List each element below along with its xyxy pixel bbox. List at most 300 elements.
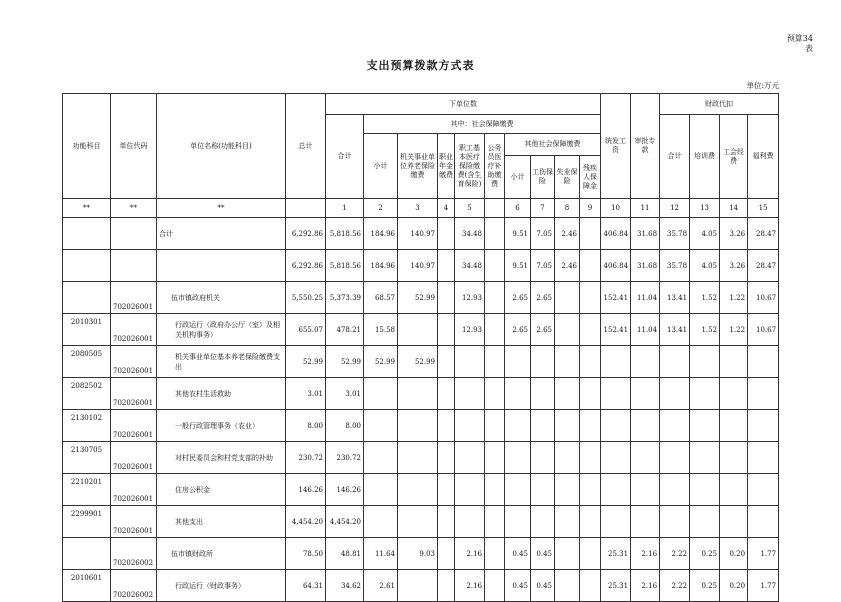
- amount-cell: 184.96: [364, 218, 398, 250]
- amount-cell: [438, 474, 455, 506]
- header-unit-name: 单位名称(功能科目): [157, 94, 286, 199]
- amount-cell: 146.26: [286, 474, 326, 506]
- func-subject-cell: 2080505: [63, 346, 111, 378]
- index-cell: 10: [601, 199, 631, 218]
- amount-cell: [580, 282, 601, 314]
- amount-cell: 34.48: [455, 250, 485, 282]
- amount-cell: [690, 442, 720, 474]
- amount-cell: 655.07: [286, 314, 326, 346]
- amount-cell: 406.84: [601, 218, 631, 250]
- index-cell: **: [63, 199, 111, 218]
- amount-cell: [601, 474, 631, 506]
- func-subject-cell: 2299901: [63, 506, 111, 538]
- header-medical: 职工基本医疗保险缴费(含生育保险): [455, 134, 485, 199]
- amount-cell: 1.22: [720, 282, 748, 314]
- func-subject-cell: 2130705: [63, 442, 111, 474]
- amount-cell: [485, 314, 505, 346]
- func-subject-cell: [63, 538, 111, 570]
- amount-cell: 2.46: [555, 218, 580, 250]
- amount-cell: [485, 474, 505, 506]
- unit-name-cell: 行政运行（财政事务）: [157, 570, 286, 602]
- amount-cell: [438, 378, 455, 410]
- amount-cell: [748, 378, 779, 410]
- amount-cell: 2.65: [505, 282, 531, 314]
- amount-cell: [720, 346, 748, 378]
- amount-cell: 4.05: [690, 218, 720, 250]
- func-subject-cell: 2010601: [63, 570, 111, 602]
- unit-name-cell: 合计: [157, 218, 286, 250]
- amount-cell: 4,454.20: [326, 506, 364, 538]
- amount-cell: 15.58: [364, 314, 398, 346]
- amount-cell: 9.03: [398, 538, 438, 570]
- amount-cell: [660, 506, 690, 538]
- amount-cell: 48.81: [326, 538, 364, 570]
- amount-cell: [364, 378, 398, 410]
- unit-code-cell: 702026002: [111, 538, 157, 570]
- amount-cell: 11.04: [631, 282, 660, 314]
- amount-cell: 25.31: [601, 570, 631, 602]
- amount-cell: 2.16: [631, 570, 660, 602]
- amount-cell: [555, 314, 580, 346]
- index-cell: 15: [748, 199, 779, 218]
- amount-cell: [505, 410, 531, 442]
- page-title: 支出预算拨款方式表: [366, 59, 475, 72]
- amount-cell: 2.16: [455, 570, 485, 602]
- amount-cell: [438, 346, 455, 378]
- amount-cell: [580, 346, 601, 378]
- amount-cell: [555, 410, 580, 442]
- table-number-tag: [773, 34, 813, 54]
- budget-table: [62, 93, 779, 602]
- amount-cell: 52.99: [364, 346, 398, 378]
- amount-cell: [485, 570, 505, 602]
- amount-cell: [531, 410, 555, 442]
- amount-cell: 13.41: [660, 314, 690, 346]
- amount-cell: 230.72: [286, 442, 326, 474]
- amount-cell: [720, 410, 748, 442]
- header-fiscal-total: 合计: [660, 115, 690, 199]
- amount-cell: [555, 282, 580, 314]
- index-cell: [286, 199, 326, 218]
- amount-cell: 3.26: [720, 218, 748, 250]
- amount-cell: [631, 378, 660, 410]
- func-subject-cell: 2130102: [63, 410, 111, 442]
- column-index-row: [63, 199, 779, 218]
- table-number-line2: 表: [805, 44, 813, 53]
- amount-cell: [438, 250, 455, 282]
- amount-cell: [398, 314, 438, 346]
- amount-cell: 68.57: [364, 282, 398, 314]
- amount-cell: [438, 442, 455, 474]
- amount-cell: [555, 346, 580, 378]
- amount-cell: 1.52: [690, 282, 720, 314]
- index-cell: **: [111, 199, 157, 218]
- amount-cell: [455, 378, 485, 410]
- amount-cell: 25.31: [601, 538, 631, 570]
- index-cell: 2: [364, 199, 398, 218]
- amount-cell: [720, 442, 748, 474]
- amount-cell: [438, 314, 455, 346]
- amount-cell: [601, 442, 631, 474]
- amount-cell: [505, 474, 531, 506]
- amount-cell: [690, 410, 720, 442]
- amount-cell: 5,550.25: [286, 282, 326, 314]
- table-row: [63, 250, 779, 282]
- amount-cell: 0.45: [505, 538, 531, 570]
- amount-cell: 1.52: [690, 314, 720, 346]
- func-subject-cell: 2010301: [63, 314, 111, 346]
- unit-name-cell: 对村民委员会和村党支部的补助: [157, 442, 286, 474]
- unit-code-cell: [111, 250, 157, 282]
- amount-cell: 11.64: [364, 538, 398, 570]
- header-lower-unit: 下单位数: [326, 94, 601, 115]
- amount-cell: [398, 474, 438, 506]
- table-row: [63, 218, 779, 250]
- amount-cell: [505, 442, 531, 474]
- amount-cell: [580, 218, 601, 250]
- unit-name-cell: 其他支出: [157, 506, 286, 538]
- amount-cell: 4,454.20: [286, 506, 326, 538]
- header-approval: 审批专款: [631, 94, 660, 199]
- amount-cell: 146.26: [326, 474, 364, 506]
- header-social-group: 其中：社会保障缴费: [364, 115, 601, 134]
- amount-cell: 5,818.56: [326, 250, 364, 282]
- header-unit-code: 单位代码: [111, 94, 157, 199]
- header-fiscal: 财政代扣: [660, 94, 779, 115]
- amount-cell: 34.62: [326, 570, 364, 602]
- amount-cell: [455, 346, 485, 378]
- unit-name-cell: 伍市镇政府机关: [157, 282, 286, 314]
- amount-cell: 3.01: [286, 378, 326, 410]
- amount-cell: 1.22: [720, 314, 748, 346]
- amount-cell: 152.41: [601, 314, 631, 346]
- unit-code-cell: 702026001: [111, 442, 157, 474]
- amount-cell: 1.77: [748, 570, 779, 602]
- amount-cell: [660, 442, 690, 474]
- unit-name-cell: 一般行政管理事务（农业）: [157, 410, 286, 442]
- amount-cell: [438, 282, 455, 314]
- amount-cell: [580, 314, 601, 346]
- amount-cell: 5,373.39: [326, 282, 364, 314]
- amount-cell: 9.51: [505, 250, 531, 282]
- amount-cell: 34.48: [455, 218, 485, 250]
- amount-cell: [690, 474, 720, 506]
- amount-cell: [580, 570, 601, 602]
- index-cell: 1: [326, 199, 364, 218]
- amount-cell: 2.61: [364, 570, 398, 602]
- amount-cell: [690, 378, 720, 410]
- amount-cell: 52.99: [326, 346, 364, 378]
- unit-label: 单位:万元: [746, 81, 779, 90]
- amount-cell: [631, 346, 660, 378]
- index-cell: 11: [631, 199, 660, 218]
- amount-cell: [660, 474, 690, 506]
- amount-cell: 152.41: [601, 282, 631, 314]
- amount-cell: [398, 410, 438, 442]
- func-subject-cell: [63, 282, 111, 314]
- amount-cell: [485, 442, 505, 474]
- amount-cell: [455, 474, 485, 506]
- amount-cell: 12.93: [455, 314, 485, 346]
- amount-cell: [485, 538, 505, 570]
- amount-cell: [398, 378, 438, 410]
- amount-cell: [555, 506, 580, 538]
- amount-cell: [631, 474, 660, 506]
- header-union: 工会经费: [720, 115, 748, 199]
- amount-cell: [364, 410, 398, 442]
- amount-cell: 11.04: [631, 314, 660, 346]
- amount-cell: [631, 410, 660, 442]
- amount-cell: [601, 378, 631, 410]
- amount-cell: [690, 346, 720, 378]
- amount-cell: 0.45: [531, 538, 555, 570]
- table-row: [63, 378, 779, 410]
- amount-cell: [531, 346, 555, 378]
- amount-cell: 64.31: [286, 570, 326, 602]
- amount-cell: [660, 378, 690, 410]
- header-wage: 统发工资: [601, 94, 631, 199]
- amount-cell: [505, 506, 531, 538]
- amount-cell: 28.47: [748, 250, 779, 282]
- amount-cell: 0.45: [505, 570, 531, 602]
- header-func-subject: 功能科目: [63, 94, 111, 199]
- amount-cell: 0.20: [720, 538, 748, 570]
- amount-cell: [601, 410, 631, 442]
- unit-code-cell: 702026001: [111, 410, 157, 442]
- index-cell: 14: [720, 199, 748, 218]
- amount-cell: [748, 346, 779, 378]
- index-cell: **: [157, 199, 286, 218]
- func-subject-cell: [63, 250, 111, 282]
- amount-cell: 3.01: [326, 378, 364, 410]
- amount-cell: [485, 506, 505, 538]
- amount-cell: [485, 250, 505, 282]
- amount-cell: [660, 346, 690, 378]
- amount-cell: [690, 506, 720, 538]
- amount-cell: [438, 570, 455, 602]
- amount-cell: 0.20: [720, 570, 748, 602]
- table-row: [63, 474, 779, 506]
- amount-cell: [438, 218, 455, 250]
- amount-cell: 406.84: [601, 250, 631, 282]
- header-civil-medical: 公务员医疗补助缴费: [485, 134, 505, 199]
- header-pension: 机关事业单位养老保险缴费: [398, 134, 438, 199]
- amount-cell: [398, 506, 438, 538]
- amount-cell: 10.67: [748, 282, 779, 314]
- header-subtotal-group: 合计: [326, 115, 364, 199]
- amount-cell: [364, 442, 398, 474]
- amount-cell: [580, 442, 601, 474]
- amount-cell: [748, 442, 779, 474]
- amount-cell: 13.41: [660, 282, 690, 314]
- amount-cell: [660, 410, 690, 442]
- amount-cell: 7.05: [531, 218, 555, 250]
- unit-name-cell: 其他农村生活救助: [157, 378, 286, 410]
- table-row: [63, 538, 779, 570]
- amount-cell: 2.65: [531, 282, 555, 314]
- amount-cell: [505, 378, 531, 410]
- amount-cell: 6,292.86: [286, 250, 326, 282]
- unit-code-cell: 702026001: [111, 506, 157, 538]
- amount-cell: 184.96: [364, 250, 398, 282]
- header-total: 总计: [286, 94, 326, 199]
- amount-cell: [580, 474, 601, 506]
- func-subject-cell: 2082502: [63, 378, 111, 410]
- index-cell: 13: [690, 199, 720, 218]
- amount-cell: [580, 250, 601, 282]
- amount-cell: [505, 346, 531, 378]
- amount-cell: [580, 410, 601, 442]
- amount-cell: [398, 442, 438, 474]
- amount-cell: [531, 378, 555, 410]
- amount-cell: [580, 506, 601, 538]
- header-disabled: 残疾人保障金: [580, 156, 601, 199]
- amount-cell: [438, 506, 455, 538]
- amount-cell: [631, 506, 660, 538]
- amount-cell: 478.21: [326, 314, 364, 346]
- header-row-1: [63, 94, 779, 115]
- amount-cell: [455, 442, 485, 474]
- header-training: 培训费: [690, 115, 720, 199]
- amount-cell: [748, 410, 779, 442]
- amount-cell: [531, 506, 555, 538]
- index-cell: 12: [660, 199, 690, 218]
- amount-cell: 35.78: [660, 250, 690, 282]
- amount-cell: [580, 378, 601, 410]
- amount-cell: [555, 378, 580, 410]
- amount-cell: [531, 474, 555, 506]
- amount-cell: 140.97: [398, 218, 438, 250]
- amount-cell: [601, 506, 631, 538]
- amount-cell: [580, 538, 601, 570]
- unit-name-cell: 机关事业单位基本养老保险缴费支出: [157, 346, 286, 378]
- index-cell: 5: [455, 199, 485, 218]
- amount-cell: 2.16: [455, 538, 485, 570]
- unit-code-cell: 702026001: [111, 346, 157, 378]
- unit-code-cell: 702026001: [111, 378, 157, 410]
- amount-cell: [485, 282, 505, 314]
- amount-cell: 2.22: [660, 570, 690, 602]
- table-row: [63, 410, 779, 442]
- unit-code-cell: 702026002: [111, 570, 157, 602]
- index-cell: 7: [531, 199, 555, 218]
- amount-cell: 8.00: [326, 410, 364, 442]
- amount-cell: 31.68: [631, 218, 660, 250]
- amount-cell: [485, 218, 505, 250]
- amount-cell: 7.05: [531, 250, 555, 282]
- amount-cell: 12.93: [455, 282, 485, 314]
- amount-cell: [631, 442, 660, 474]
- amount-cell: 4.05: [690, 250, 720, 282]
- table-row: [63, 570, 779, 602]
- header-annuity: 职业年金缴费: [438, 134, 455, 199]
- amount-cell: [748, 506, 779, 538]
- amount-cell: [555, 538, 580, 570]
- amount-cell: 28.47: [748, 218, 779, 250]
- unit-code-cell: 702026001: [111, 282, 157, 314]
- amount-cell: 3.26: [720, 250, 748, 282]
- amount-cell: [438, 538, 455, 570]
- index-cell: [485, 199, 505, 218]
- unit-name-cell: 伍市镇财政所: [157, 538, 286, 570]
- unit-code-cell: [111, 218, 157, 250]
- amount-cell: [601, 346, 631, 378]
- unit-name-cell: 行政运行（政府办公厅（室）及相关机构事务）: [157, 314, 286, 346]
- amount-cell: [485, 410, 505, 442]
- header-welfare: 福利费: [748, 115, 779, 199]
- header-other-social: 其他社会保障缴费: [505, 134, 601, 156]
- amount-cell: 230.72: [326, 442, 364, 474]
- header-other-subtotal: 小计: [505, 156, 531, 199]
- amount-cell: 140.97: [398, 250, 438, 282]
- amount-cell: 2.65: [531, 314, 555, 346]
- amount-cell: [720, 474, 748, 506]
- amount-cell: 10.67: [748, 314, 779, 346]
- amount-cell: 2.46: [555, 250, 580, 282]
- header-sub-subtotal: 小计: [364, 134, 398, 199]
- table-row: [63, 282, 779, 314]
- amount-cell: [364, 474, 398, 506]
- amount-cell: [398, 570, 438, 602]
- amount-cell: 35.78: [660, 218, 690, 250]
- amount-cell: [720, 506, 748, 538]
- amount-cell: 5,818.56: [326, 218, 364, 250]
- index-cell: 4: [438, 199, 455, 218]
- amount-cell: 0.25: [690, 570, 720, 602]
- amount-cell: [455, 410, 485, 442]
- amount-cell: [748, 474, 779, 506]
- amount-cell: 2.22: [660, 538, 690, 570]
- header-unemployment: 失业保险: [555, 156, 580, 199]
- table-row: [63, 314, 779, 346]
- index-cell: 9: [580, 199, 601, 218]
- unit-code-cell: 702026001: [111, 474, 157, 506]
- amount-cell: 2.65: [505, 314, 531, 346]
- amount-cell: 52.99: [398, 282, 438, 314]
- amount-cell: 2.16: [631, 538, 660, 570]
- amount-cell: 31.68: [631, 250, 660, 282]
- amount-cell: [555, 442, 580, 474]
- amount-cell: [438, 410, 455, 442]
- table-row: [63, 442, 779, 474]
- index-cell: 3: [398, 199, 438, 218]
- index-cell: 6: [505, 199, 531, 218]
- amount-cell: [555, 474, 580, 506]
- amount-cell: [531, 442, 555, 474]
- unit-code-cell: 702026001: [111, 314, 157, 346]
- index-cell: 8: [555, 199, 580, 218]
- unit-name-cell: 住房公积金: [157, 474, 286, 506]
- amount-cell: [720, 378, 748, 410]
- amount-cell: [485, 378, 505, 410]
- amount-cell: 0.45: [531, 570, 555, 602]
- amount-cell: [455, 506, 485, 538]
- header-injury: 工伤保险: [531, 156, 555, 199]
- amount-cell: 52.99: [286, 346, 326, 378]
- amount-cell: 9.51: [505, 218, 531, 250]
- func-subject-cell: [63, 218, 111, 250]
- unit-name-cell: [157, 250, 286, 282]
- amount-cell: 78.50: [286, 538, 326, 570]
- func-subject-cell: 2210201: [63, 474, 111, 506]
- amount-cell: 1.77: [748, 538, 779, 570]
- table-row: [63, 506, 779, 538]
- amount-cell: 0.25: [690, 538, 720, 570]
- amount-cell: [485, 346, 505, 378]
- amount-cell: 6,292.86: [286, 218, 326, 250]
- amount-cell: [555, 570, 580, 602]
- amount-cell: 52.99: [398, 346, 438, 378]
